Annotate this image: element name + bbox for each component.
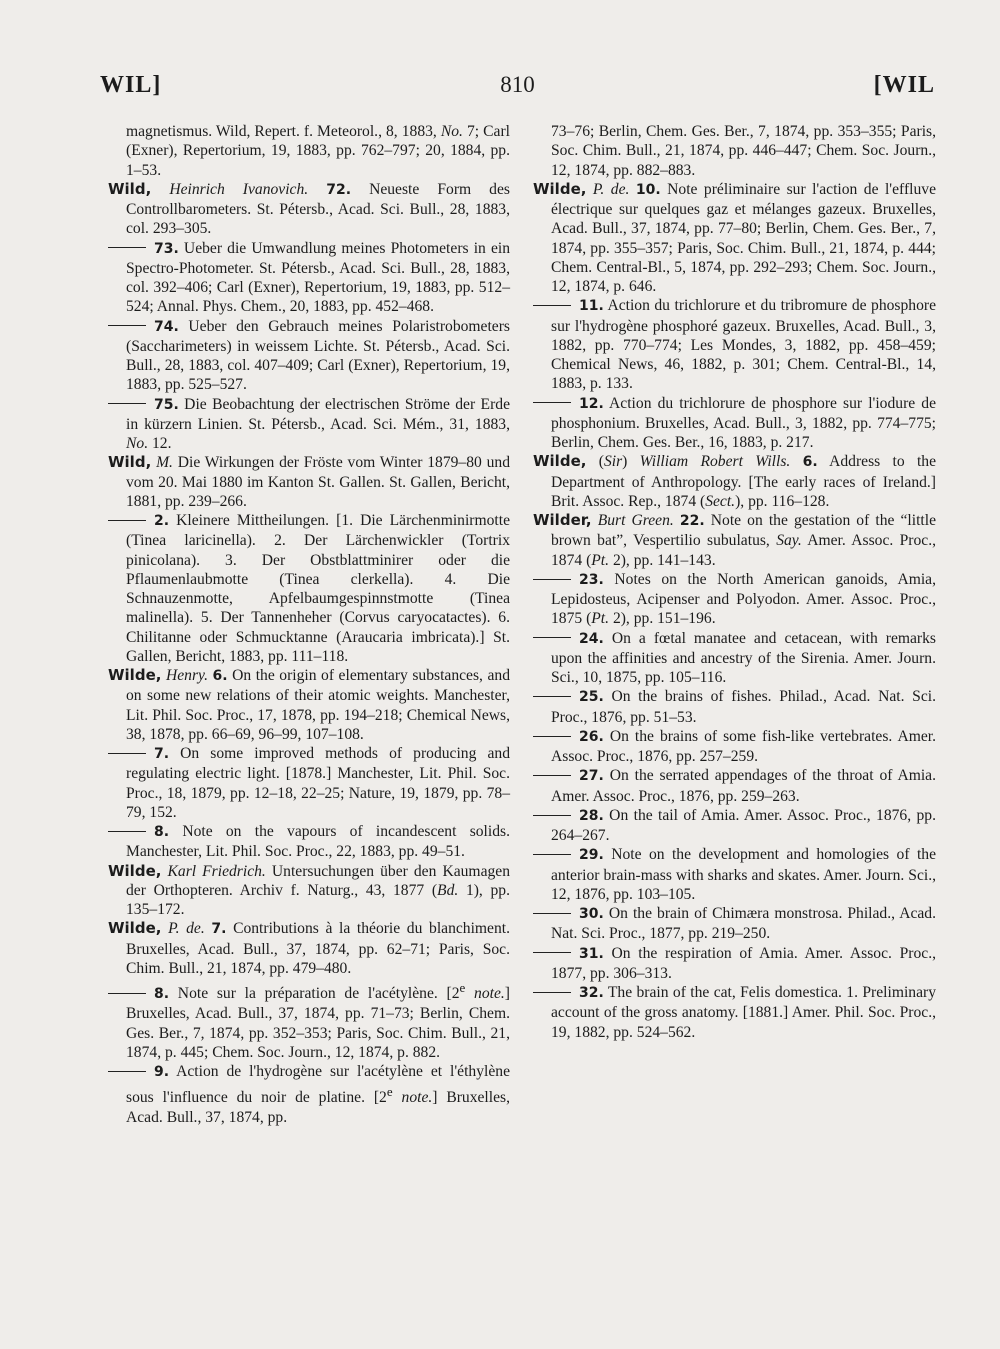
bibliography-entry	[533, 845, 936, 904]
entry-text	[308, 181, 326, 198]
italic-text: Henry.	[165, 667, 208, 684]
ditto-dash	[533, 913, 571, 914]
entry-text: On a fœtal manatee and cetacean, with remarks upon the affinities and ancestry of the Sirenia. Amer. Journ. Sci., 10, 1875, pp. 105–116.	[551, 629, 936, 686]
entry-text: Action du trichlorure et du tribromure de phosphore sur l'hydrogène phosphoré gazeux. Bruxelles, Acad. Bull., 3, 1882, pp. 770–774; Les Mondes, 3, 1882, pp. 458–459; Chemical News, 46, 1882, p. 301; Chem. Central-Bl., 14, 1883, p. 133.	[551, 297, 936, 393]
entry-text	[465, 985, 474, 1002]
bibliography-entry	[108, 978, 510, 1062]
italic-text: No.	[440, 123, 463, 140]
italic-text: Say.	[776, 532, 802, 550]
ditto-dash	[108, 1071, 146, 1072]
entry-text: 73–76; Berlin, Chem. Ges. Ber., 7, 1874, pp. 353–355; Paris, Soc. Chim. Bull., 21, 1874, pp. 446–447; Chem. Soc. Journ., 12, 1874, pp. 882–883.	[551, 123, 936, 179]
right-column	[533, 122, 936, 1042]
superscript: e	[459, 980, 466, 995]
bibliography-entry	[533, 452, 936, 511]
superscript: e	[386, 1084, 393, 1100]
entry-number: 73.	[154, 240, 179, 257]
page-header	[100, 72, 935, 106]
italic-text: Bd.	[437, 881, 459, 899]
entry-text: On the respiration of Amia. Amer. Assoc. Proc., 1877, pp. 306–313.	[551, 944, 936, 982]
bibliography-entry	[533, 766, 936, 806]
bibliography-entry	[108, 666, 510, 744]
entry-number: 7.	[154, 746, 170, 762]
ditto-dash	[533, 736, 571, 737]
italic-text: Karl Friedrich.	[167, 862, 266, 880]
entry-text: Die Wirkungen der Fröste vom Winter 1879–80 und vom 20. Mai 1880 im Kanton St. Gallen. St. Gallen, Bericht, 1881, pp. 239–266.	[126, 454, 510, 510]
entry-number: 11.	[579, 298, 604, 315]
entry-text: Ueber den Gebrauch meines Polaristrobometers (Saccharimeters) in weissem Lichte. St. Pétersb., Acad. Sci. Bull., 28, 1883, col. 407–409; Carl (Exner), Repertorium, 19, 1883, pp. 525–527.	[126, 317, 510, 394]
ditto-dash	[533, 952, 571, 953]
entry-number: 75.	[154, 396, 179, 413]
entry-number: 10.	[635, 181, 661, 198]
bibliography-entry	[108, 919, 510, 978]
bibliography-entry	[108, 453, 510, 511]
bibliography-entry	[108, 395, 510, 454]
author-name: Wilde,	[533, 179, 587, 198]
bibliography-entry	[533, 296, 936, 393]
italic-text: Burt Green.	[597, 512, 674, 529]
entry-text: ), pp. 116–128.	[735, 492, 830, 510]
entry-text: ] Bruxelles, Acad. Bull., 37, 1874, pp.	[126, 1089, 510, 1126]
entry-text: Amer. Assoc. Proc., 1874 (	[551, 532, 936, 569]
entry-text: 2), pp. 141–143.	[609, 551, 716, 569]
italic-text: M.	[156, 454, 173, 472]
entry-text	[151, 181, 169, 198]
entry-text: Note sur la préparation de l'acétylène. [2	[169, 985, 460, 1003]
italic-text: Heinrich Ivanovich.	[169, 180, 309, 198]
entry-text: Note on the development and homologies of the anterior brain-mass with sharks and skates. Amer. Journ. Sci., 12, 1876, pp. 103–105.	[551, 846, 936, 903]
ditto-dash	[108, 403, 146, 404]
entry-text: (	[586, 453, 604, 471]
bibliography-entry	[533, 180, 936, 297]
bibliography-entry	[533, 687, 936, 727]
bibliography-entry	[108, 239, 510, 317]
bibliography-entry	[533, 511, 936, 570]
entry-text: Contributions à la théorie du blanchiment. Bruxelles, Acad. Bull., 37, 1874, pp. 62–71; Paris, Soc. Chim. Bull., 21, 1874, pp. 479–480.	[126, 920, 511, 977]
italic-text: Sect.	[705, 492, 736, 510]
bibliography-entry	[533, 983, 936, 1042]
entry-number: 12.	[579, 395, 604, 412]
entry-number: 74.	[154, 318, 179, 335]
bibliography-entry	[108, 1062, 510, 1127]
ditto-dash	[533, 775, 571, 776]
bibliography-entry	[533, 944, 936, 984]
entry-number: 22.	[679, 513, 705, 529]
entry-number: 6.	[212, 668, 228, 684]
author-name: Wilde,	[533, 452, 587, 471]
entry-number: 26.	[579, 728, 604, 745]
italic-text: P. de.	[168, 920, 205, 938]
bibliography-entry	[533, 727, 936, 767]
entry-number: 7.	[211, 921, 227, 938]
left-column	[108, 122, 510, 1127]
bibliography-entry	[108, 180, 510, 239]
entry-number: 6.	[802, 454, 818, 471]
page-number: 810	[500, 72, 535, 97]
entry-number: 31.	[579, 945, 604, 962]
bibliography-entry	[533, 570, 936, 629]
entry-text: Address to the Department of Anthropology. [The early races of Ireland.] Brit. Assoc. Rep., 1874 (	[551, 453, 936, 510]
entry-text: )	[622, 453, 640, 471]
bibliography-entry	[108, 511, 510, 666]
entry-number: 8.	[154, 824, 170, 840]
italic-text: No.	[126, 435, 149, 452]
running-head-left: WIL]	[100, 72, 162, 98]
ditto-dash	[108, 753, 146, 754]
bibliography-entry	[533, 904, 936, 944]
ditto-dash	[108, 325, 146, 326]
italic-text: note.	[474, 985, 505, 1003]
entry-text: 2), pp. 151–196.	[609, 610, 716, 628]
ditto-dash	[108, 993, 146, 994]
ditto-dash	[533, 637, 571, 638]
author-name: Wilde,	[108, 666, 162, 684]
italic-text: P. de.	[592, 180, 630, 198]
ditto-dash	[533, 579, 571, 580]
entry-text: On the origin of elementary substances, and on some new relations of their atomic weights. Manchester, Lit. Phil. Soc. Proc., 17, 1878, pp. 194–218; Chemical News, 38, 1878, pp. 66–69, 96–99, 107–108.	[126, 667, 510, 743]
entry-text: Die Beobachtung der electrischen Ströme der Erde in kürzern Linien. St. Pétersb., Acad. Sci. Mém., 31, 1883,	[126, 395, 510, 433]
author-name: Wild,	[108, 453, 152, 472]
ditto-dash	[533, 815, 571, 816]
entry-number: 30.	[579, 906, 604, 922]
entry-number: 29.	[579, 847, 604, 864]
entry-continuation	[108, 122, 510, 180]
entry-text: On some improved methods of producing and regulating electric light. [1878.] Manchester, Lit. Phil. Soc. Proc., 18, 1879, pp. 12–18, 22–25; Nature, 19, 1879, pp. 78–79, 152.	[126, 745, 510, 821]
entry-text: On the serrated appendages of the throat of Amia. Amer. Assoc. Proc., 1876, pp. 259–263.	[551, 767, 936, 805]
ditto-dash	[533, 696, 571, 697]
entry-number: 24.	[579, 630, 604, 647]
entry-text	[393, 1090, 402, 1107]
italic-text: William Robert Wills.	[639, 453, 791, 471]
ditto-dash	[108, 831, 146, 832]
entry-number: 9.	[154, 1064, 170, 1081]
entry-text: Neueste Form des Controllbarometers. St. Pétersb., Acad. Sci. Bull., 28, 1883, col. 293–305.	[126, 180, 510, 238]
bibliography-entry	[108, 822, 510, 862]
entry-number: 28.	[579, 807, 604, 824]
entry-text: On the tail of Amia. Amer. Assoc. Proc., 1876, pp. 264–267.	[551, 806, 936, 844]
entry-text	[790, 453, 802, 470]
entry-text: Untersuchungen über den Kaumagen der Orthopteren. Archiv f. Naturg., 43, 1877 (	[126, 862, 511, 899]
entry-text: ] Bruxelles, Acad. Bull., 37, 1874, pp. 71–73; Berlin, Chem. Ges. Ber., 7, 1874, pp. 352–353; Paris, Soc. Chim. Bull., 21, 1874, p. 445; Chem. Soc. Journ., 12, 1874, p. 882.	[126, 985, 510, 1061]
entry-continuation	[533, 122, 936, 180]
author-name: Wild,	[108, 179, 152, 198]
entry-number: 25.	[579, 689, 604, 706]
ditto-dash	[533, 992, 571, 993]
entry-number: 32.	[579, 985, 604, 1001]
italic-text: Pt.	[591, 551, 610, 569]
entry-text: Notes on the North American ganoids, Amia, Lepidosteus, Acipenser and Polyodon. Amer. Assoc. Proc., 1875 (	[551, 570, 936, 628]
entry-text: Action de l'hydrogène sur l'acétylène et l'éthylène sous l'influence du noir de platine. [2	[126, 1063, 510, 1107]
entry-number: 2.	[154, 513, 170, 529]
entry-text: Kleinere Mittheilungen. [1. Die Lärchenminirmotte (Tinea laricinella). 2. Der Lärchenwickler (Tortrix pinicolana). 3. Der Obstblattminirer oder die Pflaumenlaubmotte (Tinea clerkella). 4. Die Schnauzenmotte, Apfelbaumgespinnstmotte (Tinea malinella). 5. Der Tannenheher (Corvus caryocatactes). 6. Chilitanne oder Schmucktanne (Araucaria imbricata).] St. Gallen, Bericht, 1883, pp. 111–118.	[126, 512, 510, 665]
entry-text: Action du trichlorure de phosphore sur l'iodure de phosphonium. Bruxelles, Acad. Bull., 3, 1882, pp. 774–775; Berlin, Chem. Ges. Ber., 16, 1883, p. 217.	[551, 394, 936, 451]
entry-text: Note préliminaire sur l'action de l'effluve électrique sur quelques gaz et mélanges gazeux. Bruxelles, Acad. Bull., 37, 1874, pp. 77–80; Berlin, Chem. Ges. Ber., 7, 1874, pp. 355–357; Paris, Soc. Chim. Bull., 21, 1874, p. 444; Chem. Central-Bl., 5, 1874, pp. 292–293; Chem. Soc. Journ., 12, 1874, p. 646.	[551, 180, 936, 295]
ditto-dash	[108, 520, 146, 521]
entry-number: 8.	[154, 986, 170, 1003]
entry-text: On the brains of fishes. Philad., Acad. Nat. Sci. Proc., 1876, pp. 51–53.	[551, 688, 936, 726]
italic-text: note.	[401, 1089, 433, 1107]
entry-text: 7; Carl (Exner), Repertorium, 19, 1883, pp. 762–797; 20, 1884, pp. 1–53.	[126, 123, 510, 179]
entry-text: 1), pp. 135–172.	[126, 881, 510, 918]
bibliography-entry	[533, 629, 936, 688]
ditto-dash	[533, 402, 571, 403]
running-head-right: [WIL	[873, 72, 935, 98]
entry-number: 23.	[579, 571, 604, 588]
author-name: Wilde,	[108, 861, 162, 880]
entry-number: 27.	[579, 768, 604, 785]
entry-text: Ueber die Umwandlung meines Photometers in ein Spectro-Photometer. St. Pétersb., Acad. Sci. Bull., 28, 1883, col. 392–406; Carl (Exner), Repertorium, 19, 1883, pp. 512–524; Annal. Phys. Chem., 20, 1883, pp. 452–468.	[126, 239, 510, 316]
entry-text: Note on the gestation of the “little brown bat”, Vespertilio subulatus,	[551, 512, 936, 550]
italic-text: Pt.	[591, 610, 610, 628]
bibliography-entry	[108, 317, 510, 395]
italic-text: Sir	[603, 453, 623, 471]
entry-number: 72.	[326, 181, 352, 198]
bibliography-entry	[533, 806, 936, 846]
bibliography-entry	[108, 744, 510, 822]
ditto-dash	[533, 305, 571, 306]
entry-text: magnetismus. Wild, Repert. f. Meteorol., 8, 1883,	[126, 123, 441, 140]
bibliography-entry	[533, 394, 936, 453]
entry-text: The brain of the cat, Felis domestica. 1. Preliminary account of the gross anatomy. [1881.] Amer. Phil. Soc. Proc., 19, 1882, pp. 524–562.	[551, 984, 936, 1041]
ditto-dash	[108, 247, 146, 248]
author-name: Wilder,	[533, 511, 592, 529]
bibliography-entry	[108, 862, 510, 920]
entry-text: On the brains of some fish-like vertebrates. Amer. Assoc. Proc., 1876, pp. 257–259.	[551, 727, 936, 765]
ditto-dash	[533, 854, 571, 855]
entry-text: Note on the vapours of incandescent solids. Manchester, Lit. Phil. Soc. Proc., 22, 1883, pp. 49–51.	[126, 823, 510, 861]
entry-text: On the brain of Chimæra monstrosa. Philad., Acad. Nat. Sci. Proc., 1877, pp. 219–250.	[551, 905, 936, 943]
entry-text: 12.	[148, 435, 172, 452]
author-name: Wilde,	[108, 919, 162, 938]
